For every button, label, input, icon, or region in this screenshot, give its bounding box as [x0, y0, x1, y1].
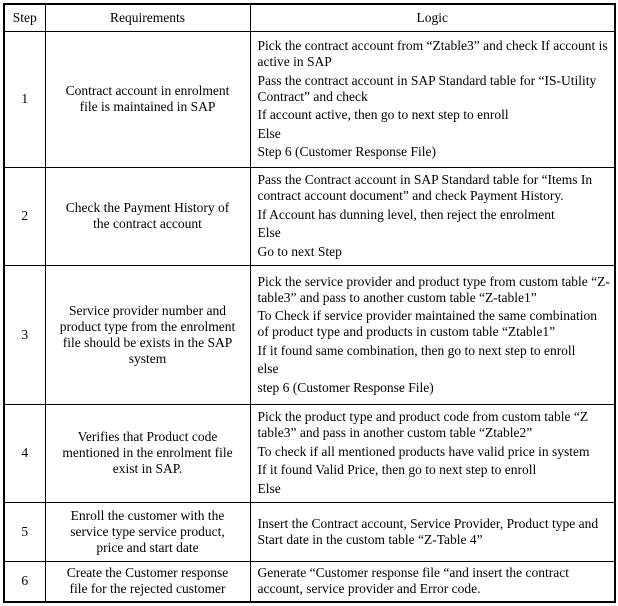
table-row	[4, 31, 615, 167]
logic-paragraph: step 6 (Customer Response File)	[257, 379, 434, 395]
header-row	[4, 4, 615, 31]
logic-paragraph: Pick the product type and product code from custom table “Z table3” and pass in another custom table “Ztable2”	[257, 409, 589, 441]
step-cell: 3	[4, 265, 45, 404]
requirements-cell: Enroll the customer with the service type service product, price and start date	[45, 502, 250, 561]
table-row	[4, 502, 615, 561]
logic-paragraph: Pick the contract account from “Ztable3” and check If account is active in SAP	[257, 38, 608, 69]
logic-paragraph: Else	[257, 225, 281, 241]
logic-paragraph: If Account has dunning level, then reject the enrolment	[257, 206, 555, 222]
logic-paragraph: Insert the Contract account, Service Provider, Product type and Start date in the custom table “Z-Table 4”	[257, 515, 599, 547]
step-cell: 1	[4, 31, 45, 167]
header-requirements: Requirements	[45, 4, 250, 31]
logic-paragraph: If it found Valid Price, then go to next step to enroll	[257, 462, 537, 478]
table-row	[4, 561, 615, 602]
requirements-cell: Create the Customer response file for the rejected customer	[45, 561, 250, 602]
logic-cell	[250, 502, 615, 561]
logic-paragraph: If account active, then go to next step to enroll	[257, 107, 509, 122]
logic-paragraph: Else	[257, 125, 281, 141]
logic-paragraph: Generate “Customer response file “and insert the contract account, service provider and Error code.	[257, 565, 569, 597]
step-cell: 4	[4, 404, 45, 502]
requirements-cell: Check the Payment History of the contract account	[45, 167, 250, 265]
step-cell: 2	[4, 167, 45, 265]
logic-paragraph: Pass the Contract account in SAP Standard table for “Items In contract account document” and check Payment History.	[257, 172, 593, 204]
logic-paragraph: Pick the service provider and product type from custom table “Z-table3” and pass to another custom table “Z-table1”	[257, 273, 610, 305]
logic-cell	[250, 167, 615, 265]
logic-paragraph: Pass the contract account in SAP Standard table for “IS-Utility Contract” and check	[257, 72, 597, 104]
logic-paragraph: Else	[257, 480, 281, 496]
logic-paragraph: else	[257, 361, 279, 376]
logic-cell	[250, 404, 615, 502]
logic-cell	[250, 265, 615, 404]
requirements-cell: Service provider number and product type from the enrolment file should be exists in the SAP system	[45, 265, 250, 404]
step-cell: 5	[4, 502, 45, 561]
header-logic: Logic	[250, 4, 615, 31]
logic-cell	[250, 31, 615, 167]
table-row	[4, 167, 615, 265]
requirements-logic-table	[3, 3, 616, 603]
header-step: Step	[4, 4, 45, 31]
logic-paragraph: To Check if service provider maintained the same combination of product type and products in custom table “Ztable1”	[257, 308, 597, 339]
logic-paragraph: If it found same combination, then go to next step to enroll	[257, 342, 576, 358]
table-row	[4, 404, 615, 502]
requirements-cell: Verifies that Product code mentioned in the enrolment file exist in SAP.	[45, 404, 250, 502]
table-row	[4, 265, 615, 404]
logic-paragraph: To check if all mentioned products have valid price in system	[257, 443, 590, 459]
logic-paragraph: Step 6 (Customer Response File)	[257, 144, 436, 159]
step-cell: 6	[4, 561, 45, 602]
logic-cell	[250, 561, 615, 602]
requirements-cell: Contract account in enrolment file is maintained in SAP	[45, 31, 250, 167]
logic-paragraph: Go to next Step	[257, 243, 342, 259]
